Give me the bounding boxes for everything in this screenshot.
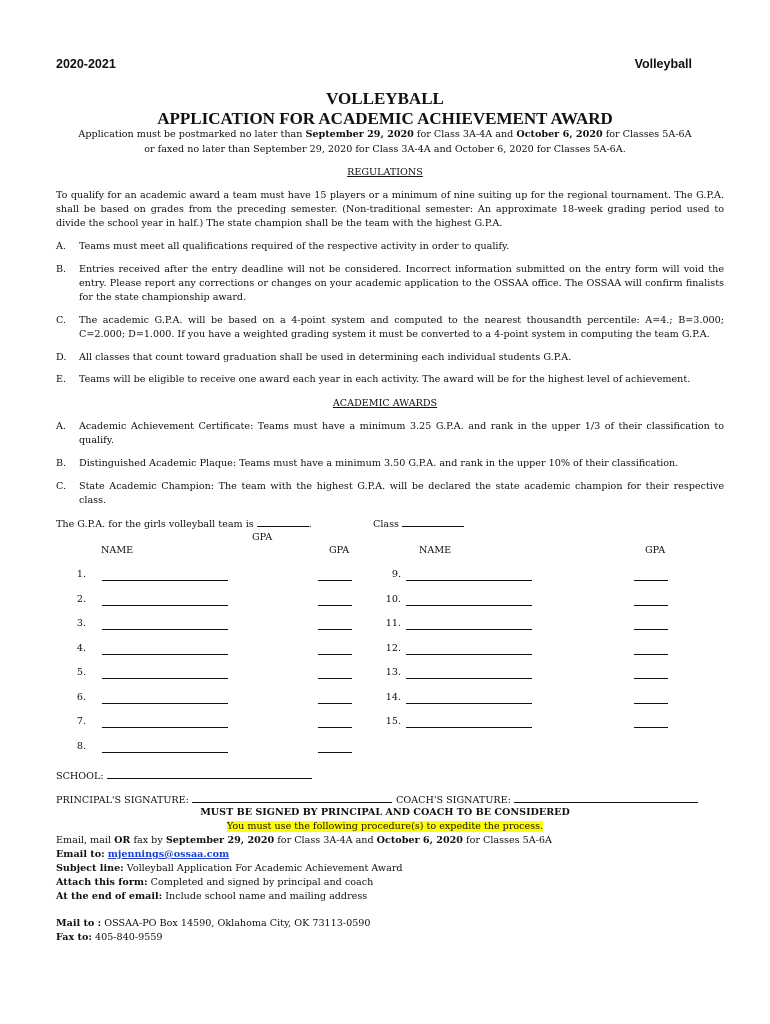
roster-number: 3. xyxy=(76,618,86,629)
roster-name-field[interactable] xyxy=(406,677,532,679)
roster-name-field[interactable] xyxy=(406,604,532,606)
regulation-item-c: C. The academic G.P.A. will be based on a 4-point system and computed to the nearest thousandth percentile: A=4.; B=3.000; C=2.000; D=1.000. If you have a weighted grading system it must be converted to a 4-point system in computing the team G.P.A. xyxy=(56,315,724,340)
title-line-2: APPLICATION FOR ACADEMIC ACHIEVEMENT AWARD xyxy=(157,109,613,128)
roster-name-field[interactable] xyxy=(406,653,532,655)
roster-gpa-field[interactable] xyxy=(318,579,352,581)
roster-number: 5. xyxy=(76,667,86,678)
coach-signature-field[interactable] xyxy=(514,793,698,803)
award-item-a: A. Academic Achievement Certificate: Teams must have a minimum 3.25 G.P.A. and rank in the upper 1/3 of their classification to qualify. xyxy=(56,421,724,446)
roster-number: 10. xyxy=(385,593,401,605)
roster-number: 13. xyxy=(385,667,401,678)
principal-signature-line: PRINCIPAL'S SIGNATURE: xyxy=(56,793,392,808)
award-item-b: B. Distinguished Academic Plaque: Teams must have a minimum 3.50 G.P.A. and rank in the upper 10% of their classification. xyxy=(56,458,679,469)
title-line-1: VOLLEYBALL xyxy=(326,89,444,108)
end-of-email-line: At the end of email: Include school name and mailing address xyxy=(56,891,368,902)
class-line: Class xyxy=(373,517,464,532)
gpa-header-left: GPA xyxy=(329,545,350,556)
school-field[interactable] xyxy=(107,769,312,779)
submit-deadline-line: Email, mail OR fax by September 29, 2020 for Class 3A-4A and October 6, 2020 for Classes 5A-6A xyxy=(56,835,552,846)
roster-number: 12. xyxy=(385,642,401,654)
roster-name-field[interactable] xyxy=(102,653,228,655)
roster-gpa-field[interactable] xyxy=(318,604,352,606)
roster-number: 8. xyxy=(76,740,86,752)
roster-name-field[interactable] xyxy=(102,628,228,630)
regulation-item-e: E. Teams will be eligible to receive one award each year in each activity. The award will be for the highest level of achievement. xyxy=(56,374,691,385)
email-to-line: Email to: mjennings@ossaa.com xyxy=(56,849,230,860)
name-header-right: NAME xyxy=(419,545,452,556)
team-gpa-line: The G.P.A. for the girls volleyball team is . xyxy=(56,519,312,530)
procedure-notice: You must use the following procedure(s) to expedite the process. xyxy=(226,821,544,832)
roster-name-field[interactable] xyxy=(102,677,228,679)
roster-name-field[interactable] xyxy=(102,604,228,606)
email-link[interactable]: mjennings@ossaa.com xyxy=(107,849,230,860)
regulation-item-b: B. Entries received after the entry deadline will not be considered. Incorrect information submitted on the entry form will void the entry. Please report any corrections or changes on your academic application to the OSSAA office. The OSSAA will confirm finalists for the state championship award. xyxy=(56,264,724,303)
team-gpa-caption: GPA xyxy=(252,532,273,543)
roster-number: 7. xyxy=(76,716,86,727)
roster-gpa-field[interactable] xyxy=(634,677,668,679)
academic-awards-heading: ACADEMIC AWARDS xyxy=(332,398,438,409)
roster-name-field[interactable] xyxy=(406,726,532,728)
roster-gpa-field[interactable] xyxy=(318,653,352,655)
regulation-item-a: A. Teams must meet all qualifications required of the respective activity in order to qualify. xyxy=(56,241,510,252)
roster-gpa-field[interactable] xyxy=(634,653,668,655)
sport-name: Volleyball xyxy=(634,57,692,71)
roster-name-field[interactable] xyxy=(406,579,532,581)
roster-gpa-field[interactable] xyxy=(318,677,352,679)
roster-gpa-field[interactable] xyxy=(634,579,668,581)
roster-number: 14. xyxy=(385,691,401,703)
regulations-heading: REGULATIONS xyxy=(347,167,423,178)
roster-name-field[interactable] xyxy=(102,726,228,728)
school-year: 2020-2021 xyxy=(56,57,116,71)
roster-gpa-field[interactable] xyxy=(318,702,352,704)
roster-gpa-field[interactable] xyxy=(318,726,352,728)
roster-name-field[interactable] xyxy=(102,702,228,704)
roster-gpa-field[interactable] xyxy=(634,726,668,728)
regulations-paragraph: To qualify for an academic award a team must have 15 players or a minimum of nine suiting up for the regional tournament. The G.P.A. shall be based on grades from the preceding semester. (Non-traditional semester: An approximate 18-week grading period used to divide the school year in half.) The state champion shall be the team with the highest G.P.A. xyxy=(56,190,724,229)
coach-signature-line: COACH'S SIGNATURE: xyxy=(396,793,698,808)
school-line: SCHOOL: xyxy=(56,769,312,784)
roster-gpa-field[interactable] xyxy=(634,628,668,630)
roster-number: 6. xyxy=(76,691,86,703)
fax-to-line: Fax to: 405-840-9559 xyxy=(56,932,163,943)
must-sign-notice: MUST BE SIGNED BY PRINCIPAL AND COACH TO BE CONSIDERED xyxy=(200,807,570,818)
roster-gpa-field[interactable] xyxy=(634,702,668,704)
class-field[interactable] xyxy=(402,517,464,527)
roster-name-field[interactable] xyxy=(102,579,228,581)
regulation-item-d: D. All classes that count toward graduation shall be used in determining each individual students G.P.A. xyxy=(56,352,572,363)
roster-gpa-field[interactable] xyxy=(318,751,352,753)
attach-line: Attach this form: Completed and signed by principal and coach xyxy=(56,877,374,888)
roster-number: 2. xyxy=(76,593,86,605)
roster-gpa-field[interactable] xyxy=(634,604,668,606)
gpa-header-right: GPA xyxy=(645,545,666,556)
roster-name-field[interactable] xyxy=(102,751,228,753)
subject-line: Subject line: Volleyball Application For Academic Achievement Award xyxy=(56,863,403,874)
roster-number: 11. xyxy=(385,618,401,629)
name-header-left: NAME xyxy=(101,545,134,556)
roster-name-field[interactable] xyxy=(406,628,532,630)
roster-gpa-field[interactable] xyxy=(318,628,352,630)
roster-number: 4. xyxy=(76,642,86,654)
roster-name-field[interactable] xyxy=(406,702,532,704)
roster-number: 9. xyxy=(391,569,401,580)
roster-number: 15. xyxy=(385,716,401,727)
principal-signature-field[interactable] xyxy=(192,793,392,803)
intro-line-1: Application must be postmarked no later than September 29, 2020 for Class 3A-4A and October 6, 2020 for Classes 5A-6A xyxy=(78,129,692,140)
roster-number: 1. xyxy=(76,569,86,580)
team-gpa-field[interactable] xyxy=(257,517,309,527)
award-item-c: C. State Academic Champion: The team with the highest G.P.A. will be declared the state academic champion for their respective class. xyxy=(56,481,724,506)
mail-to-line: Mail to : OSSAA-PO Box 14590, Oklahoma City, OK 73113-0590 xyxy=(56,918,371,929)
intro-line-2: or faxed no later than September 29, 2020 for Class 3A-4A and October 6, 2020 for Classes 5A-6A. xyxy=(144,144,626,155)
